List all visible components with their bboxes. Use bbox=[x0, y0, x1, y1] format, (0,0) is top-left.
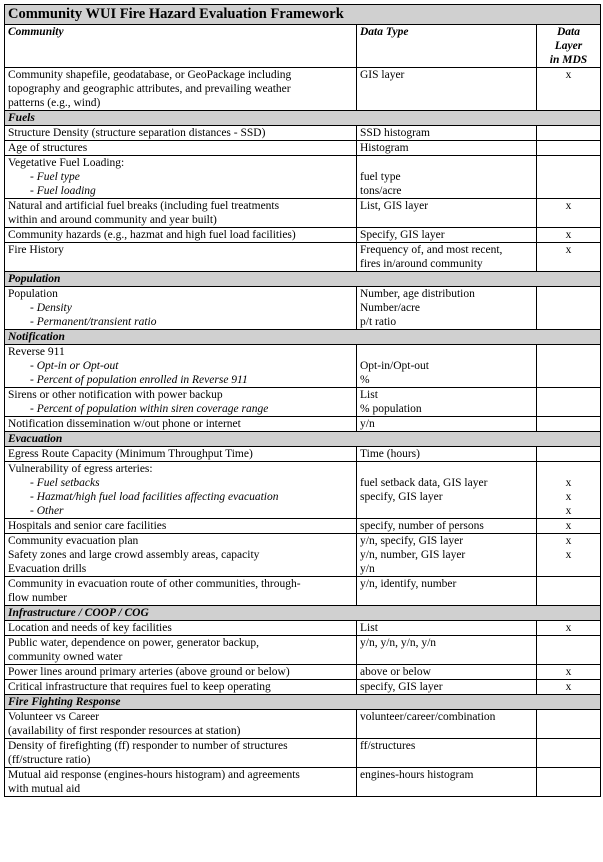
mds-cell bbox=[537, 156, 601, 199]
data-type-text: y/n, number, GIS layer bbox=[360, 549, 466, 561]
data-type-text: specify, GIS layer bbox=[360, 491, 443, 503]
community-text: (availability of first responder resources at station) bbox=[8, 725, 241, 737]
community-text: Natural and artificial fuel breaks (including fuel treatments bbox=[8, 200, 280, 212]
mds-cell bbox=[537, 199, 601, 228]
data-type-cell bbox=[357, 447, 537, 462]
mds-cell bbox=[537, 519, 601, 534]
community-cell bbox=[5, 199, 357, 228]
table-row bbox=[5, 126, 601, 141]
table-row bbox=[5, 519, 601, 534]
mds-mark bbox=[540, 388, 597, 402]
data-type-cell bbox=[357, 534, 537, 577]
community-text: Fire History bbox=[8, 244, 64, 256]
community-cell bbox=[5, 228, 357, 243]
mds-cell bbox=[537, 228, 601, 243]
mds-cell bbox=[537, 243, 601, 272]
section-title: Fuels bbox=[5, 111, 601, 126]
header-data-type: Data Type bbox=[357, 25, 537, 68]
community-text: with mutual aid bbox=[8, 783, 81, 795]
data-type-text: Time (hours) bbox=[360, 448, 420, 460]
section-header bbox=[5, 606, 601, 621]
table-row bbox=[5, 768, 601, 797]
data-type-cell bbox=[357, 739, 537, 768]
table-row bbox=[5, 462, 601, 519]
data-type-text: ff/structures bbox=[360, 740, 416, 752]
data-type-cell bbox=[357, 243, 537, 272]
table-title: Community WUI Fire Hazard Evaluation Framework bbox=[5, 5, 601, 25]
data-type-text: fires in/around community bbox=[360, 258, 483, 270]
data-type-cell bbox=[357, 710, 537, 739]
sub-item: - Hazmat/high fuel load facilities affecting evacuation bbox=[30, 491, 279, 503]
data-type-text: List bbox=[360, 622, 378, 634]
community-text: Population bbox=[8, 288, 58, 300]
table-row bbox=[5, 228, 601, 243]
community-text: Volunteer vs Career bbox=[8, 711, 100, 723]
data-type-text: specify, GIS layer bbox=[360, 681, 443, 693]
mds-mark: x bbox=[565, 535, 572, 547]
mds-mark bbox=[540, 577, 597, 591]
table-row bbox=[5, 680, 601, 695]
mds-cell bbox=[537, 768, 601, 797]
table-row bbox=[5, 199, 601, 228]
community-text: Public water, dependence on power, generator backup, bbox=[8, 637, 260, 649]
data-type-text: y/n bbox=[360, 418, 375, 430]
data-type-text: p/t ratio bbox=[360, 316, 397, 328]
data-type-text bbox=[360, 345, 533, 359]
mds-mark: x bbox=[565, 491, 572, 503]
mds-mark bbox=[540, 345, 597, 359]
community-cell bbox=[5, 636, 357, 665]
mds-cell bbox=[537, 680, 601, 695]
community-text: Vegetative Fuel Loading: bbox=[8, 157, 125, 169]
data-type-cell bbox=[357, 126, 537, 141]
community-cell bbox=[5, 417, 357, 432]
data-type-text: Number, age distribution bbox=[360, 288, 475, 300]
data-type-text: Specify, GIS layer bbox=[360, 229, 445, 241]
community-text: Community in evacuation route of other communities, through- bbox=[8, 578, 301, 590]
community-cell bbox=[5, 519, 357, 534]
community-text: Community evacuation plan bbox=[8, 535, 139, 547]
mds-cell bbox=[537, 534, 601, 577]
sub-item: - Other bbox=[30, 505, 64, 517]
mds-mark bbox=[540, 636, 597, 650]
community-cell bbox=[5, 534, 357, 577]
community-cell bbox=[5, 156, 357, 199]
section-header bbox=[5, 695, 601, 710]
mds-mark: x bbox=[565, 622, 572, 634]
community-text: topography and geographic attributes, and prevailing weather bbox=[8, 83, 291, 95]
community-text: Safety zones and large crowd assembly areas, capacity bbox=[8, 549, 260, 561]
table-row bbox=[5, 636, 601, 665]
section-header bbox=[5, 330, 601, 345]
data-type-cell bbox=[357, 68, 537, 111]
table-row bbox=[5, 417, 601, 432]
data-type-text: Frequency of, and most recent, bbox=[360, 244, 503, 256]
data-type-cell bbox=[357, 417, 537, 432]
community-cell bbox=[5, 665, 357, 680]
data-type-text bbox=[360, 462, 533, 476]
table-row bbox=[5, 141, 601, 156]
community-text: Community shapefile, geodatabase, or GeoPackage including bbox=[8, 69, 292, 81]
mds-mark bbox=[540, 156, 597, 170]
community-cell bbox=[5, 577, 357, 606]
data-type-text: above or below bbox=[360, 666, 431, 678]
community-cell bbox=[5, 287, 357, 330]
data-type-text: % population bbox=[360, 403, 422, 415]
data-type-cell bbox=[357, 141, 537, 156]
community-cell bbox=[5, 388, 357, 417]
mds-cell bbox=[537, 388, 601, 417]
community-cell bbox=[5, 768, 357, 797]
community-text: Density of firefighting (ff) responder to number of structures bbox=[8, 740, 288, 752]
community-cell bbox=[5, 680, 357, 695]
data-type-text: % bbox=[360, 374, 370, 386]
data-type-text: SSD histogram bbox=[360, 127, 430, 139]
community-text: Notification dissemination w/out phone or internet bbox=[8, 418, 241, 430]
data-type-text: GIS layer bbox=[360, 69, 405, 81]
mds-mark: x bbox=[565, 520, 572, 532]
sub-item: - Fuel type bbox=[30, 171, 80, 183]
data-type-cell bbox=[357, 621, 537, 636]
mds-mark: x bbox=[565, 200, 572, 212]
data-type-text: tons/acre bbox=[360, 185, 402, 197]
community-text: Hospitals and senior care facilities bbox=[8, 520, 167, 532]
mds-cell bbox=[537, 345, 601, 388]
mds-mark: x bbox=[565, 549, 572, 561]
mds-mark bbox=[540, 462, 597, 476]
community-text: Location and needs of key facilities bbox=[8, 622, 172, 634]
table-row bbox=[5, 156, 601, 199]
data-type-cell bbox=[357, 680, 537, 695]
community-cell bbox=[5, 621, 357, 636]
community-cell bbox=[5, 345, 357, 388]
sub-item: - Density bbox=[30, 302, 72, 314]
mds-mark bbox=[540, 126, 597, 140]
table-row bbox=[5, 577, 601, 606]
header-mds bbox=[537, 25, 601, 68]
mds-mark: x bbox=[565, 477, 572, 489]
data-type-text: fuel setback data, GIS layer bbox=[360, 477, 488, 489]
mds-mark bbox=[540, 417, 597, 431]
table-body bbox=[5, 68, 601, 797]
table-row bbox=[5, 710, 601, 739]
mds-cell bbox=[537, 287, 601, 330]
table-row bbox=[5, 447, 601, 462]
table-row bbox=[5, 621, 601, 636]
table-row bbox=[5, 388, 601, 417]
sub-item: - Fuel setbacks bbox=[30, 477, 100, 489]
section-title: Evacuation bbox=[5, 432, 601, 447]
table-row bbox=[5, 665, 601, 680]
community-text: Community hazards (e.g., hazmat and high fuel load facilities) bbox=[8, 229, 296, 241]
mds-mark bbox=[540, 710, 597, 724]
header-mds-line: in MDS bbox=[549, 54, 588, 66]
community-text: Critical infrastructure that requires fuel to keep operating bbox=[8, 681, 271, 693]
sub-item: - Fuel loading bbox=[30, 185, 96, 197]
data-type-text: y/n, identify, number bbox=[360, 578, 457, 590]
section-title: Population bbox=[5, 272, 601, 287]
header-community: Community bbox=[5, 25, 357, 68]
community-text: Sirens or other notification with power backup bbox=[8, 389, 223, 401]
mds-cell bbox=[537, 577, 601, 606]
mds-cell bbox=[537, 68, 601, 111]
community-text: Evacuation drills bbox=[8, 563, 87, 575]
data-type-cell bbox=[357, 287, 537, 330]
community-cell bbox=[5, 710, 357, 739]
data-type-cell bbox=[357, 636, 537, 665]
community-text: Reverse 911 bbox=[8, 346, 65, 358]
community-cell bbox=[5, 243, 357, 272]
mds-mark: x bbox=[565, 681, 572, 693]
sub-item: - Opt-in or Opt-out bbox=[30, 360, 119, 372]
table-row bbox=[5, 739, 601, 768]
mds-cell bbox=[537, 739, 601, 768]
section-title: Infrastructure / COOP / COG bbox=[5, 606, 601, 621]
community-text: community owned water bbox=[8, 651, 123, 663]
data-type-cell bbox=[357, 156, 537, 199]
section-title: Fire Fighting Response bbox=[5, 695, 601, 710]
sub-item: - Permanent/transient ratio bbox=[30, 316, 157, 328]
section-header bbox=[5, 111, 601, 126]
community-text: Age of structures bbox=[8, 142, 88, 154]
community-text: Power lines around primary arteries (above ground or below) bbox=[8, 666, 290, 678]
section-header bbox=[5, 272, 601, 287]
mds-mark: x bbox=[565, 505, 572, 517]
data-type-cell bbox=[357, 228, 537, 243]
mds-cell bbox=[537, 141, 601, 156]
data-type-text: y/n, y/n, y/n, y/n bbox=[360, 637, 437, 649]
community-cell bbox=[5, 462, 357, 519]
mds-mark: x bbox=[565, 69, 572, 81]
data-type-text: List bbox=[360, 389, 378, 401]
community-text: within and around community and year built) bbox=[8, 214, 217, 226]
hazard-framework-table bbox=[4, 4, 601, 797]
data-type-cell bbox=[357, 577, 537, 606]
mds-mark: x bbox=[565, 229, 572, 241]
data-type-text: engines-hours histogram bbox=[360, 769, 474, 781]
header-mds-line: Data bbox=[557, 26, 580, 38]
data-type-cell bbox=[357, 768, 537, 797]
table-row bbox=[5, 534, 601, 577]
mds-cell bbox=[537, 417, 601, 432]
community-text: Vulnerability of egress arteries: bbox=[8, 463, 153, 475]
header-row bbox=[5, 25, 601, 68]
data-type-text: y/n, specify, GIS layer bbox=[360, 535, 464, 547]
section-header bbox=[5, 432, 601, 447]
data-type-text: Number/acre bbox=[360, 302, 421, 314]
data-type-cell bbox=[357, 519, 537, 534]
data-type-text bbox=[360, 156, 533, 170]
mds-cell bbox=[537, 710, 601, 739]
mds-mark bbox=[540, 447, 597, 461]
community-cell bbox=[5, 739, 357, 768]
data-type-text: Histogram bbox=[360, 142, 409, 154]
section-title: Notification bbox=[5, 330, 601, 345]
table-row bbox=[5, 243, 601, 272]
data-type-cell bbox=[357, 665, 537, 680]
community-cell bbox=[5, 68, 357, 111]
community-text: Mutual aid response (engines-hours histogram) and agreements bbox=[8, 769, 300, 781]
community-text: Egress Route Capacity (Minimum Throughput Time) bbox=[8, 448, 253, 460]
mds-mark: x bbox=[565, 666, 572, 678]
table-row bbox=[5, 345, 601, 388]
table-row bbox=[5, 68, 601, 111]
mds-mark bbox=[540, 141, 597, 155]
mds-cell bbox=[537, 462, 601, 519]
community-cell bbox=[5, 126, 357, 141]
community-text: Structure Density (structure separation distances - SSD) bbox=[8, 127, 266, 139]
sub-item: - Percent of population enrolled in Reverse 911 bbox=[30, 374, 248, 386]
data-type-cell bbox=[357, 388, 537, 417]
data-type-text: Opt-in/Opt-out bbox=[360, 360, 429, 372]
mds-cell bbox=[537, 665, 601, 680]
data-type-text bbox=[360, 504, 533, 518]
data-type-text: volunteer/career/combination bbox=[360, 711, 496, 723]
mds-mark bbox=[540, 287, 597, 301]
community-cell bbox=[5, 141, 357, 156]
data-type-text: y/n bbox=[360, 563, 375, 575]
community-text: (ff/structure ratio) bbox=[8, 754, 91, 766]
mds-cell bbox=[537, 126, 601, 141]
mds-mark bbox=[540, 739, 597, 753]
mds-mark bbox=[540, 562, 597, 576]
sub-item: - Percent of population within siren coverage range bbox=[30, 403, 269, 415]
mds-mark bbox=[540, 768, 597, 782]
community-text: flow number bbox=[8, 592, 68, 604]
data-type-cell bbox=[357, 462, 537, 519]
data-type-text: specify, number of persons bbox=[360, 520, 484, 532]
mds-mark: x bbox=[565, 244, 572, 256]
data-type-cell bbox=[357, 199, 537, 228]
mds-cell bbox=[537, 636, 601, 665]
data-type-cell bbox=[357, 345, 537, 388]
header-mds-line: Layer bbox=[554, 40, 583, 52]
mds-cell bbox=[537, 621, 601, 636]
community-cell bbox=[5, 447, 357, 462]
data-type-text: List, GIS layer bbox=[360, 200, 429, 212]
data-type-text: fuel type bbox=[360, 171, 401, 183]
community-text: patterns (e.g., wind) bbox=[8, 97, 101, 109]
mds-cell bbox=[537, 447, 601, 462]
table-row bbox=[5, 287, 601, 330]
